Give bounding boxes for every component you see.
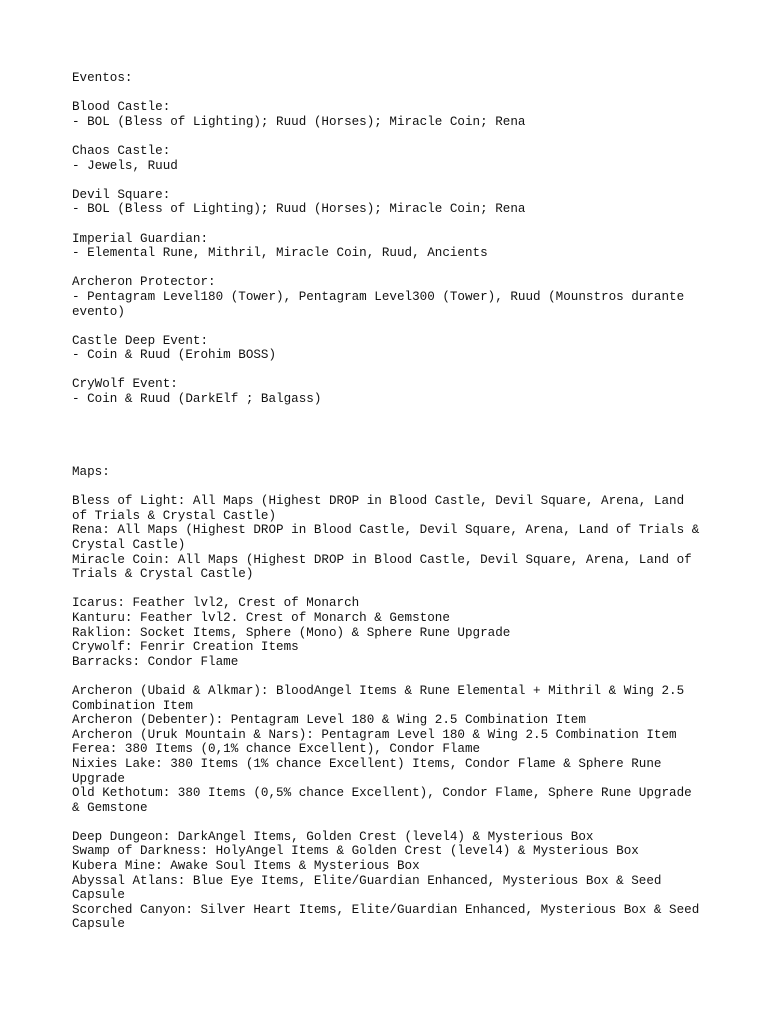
map-entry: Deep Dungeon: DarkAngel Items, Golden Crest (level4) & Mysterious Box bbox=[72, 829, 594, 844]
event-devil-square bbox=[72, 188, 704, 217]
event-imperial-guardian bbox=[72, 232, 704, 261]
map-entry: Archeron (Debenter): Pentagram Level 180 & Wing 2.5 Combination Item bbox=[72, 713, 586, 728]
event-name: Castle Deep Event: bbox=[72, 333, 209, 348]
document-body bbox=[72, 71, 707, 932]
map-entry: Icarus: Feather lvl2, Crest of Monarch bbox=[72, 596, 360, 611]
event-chaos-castle bbox=[72, 144, 704, 173]
map-entry: Kanturu: Feather lvl2. Crest of Monarch & Gemstone bbox=[72, 610, 450, 625]
map-entry: Nixies Lake: 380 Items (1% chance Excellent) Items, Condor Flame & Sphere Rune Upgrade bbox=[72, 756, 670, 786]
event-name: Imperial Guardian: bbox=[72, 231, 209, 246]
map-entry: Archeron (Uruk Mountain & Nars): Pentagram Level 180 & Wing 2.5 Combination Item bbox=[72, 727, 677, 742]
event-detail: - Coin & Ruud (Erohim BOSS) bbox=[72, 348, 277, 363]
event-crywolf bbox=[72, 377, 704, 406]
event-name: Devil Square: bbox=[72, 187, 171, 202]
event-name: Blood Castle: bbox=[72, 100, 171, 115]
map-group-currencies bbox=[72, 494, 707, 582]
map-entry: Raklion: Socket Items, Sphere (Mono) & Sphere Rune Upgrade bbox=[72, 625, 511, 640]
map-entry: Miracle Coin: All Maps (Highest DROP in Blood Castle, Devil Square, Arena, Land of Trials & Crystal Castle) bbox=[72, 552, 700, 582]
map-entry: Crywolf: Fenrir Creation Items bbox=[72, 640, 299, 655]
eventos-heading: Eventos: bbox=[72, 71, 133, 85]
event-name: Archeron Protector: bbox=[72, 275, 216, 290]
event-name: CryWolf Event: bbox=[72, 377, 178, 392]
map-group-new bbox=[72, 829, 707, 932]
maps-heading: Maps: bbox=[72, 465, 110, 480]
map-group-classic bbox=[72, 596, 704, 669]
event-detail: - BOL (Bless of Lighting); Ruud (Horses); Miracle Coin; Rena bbox=[72, 202, 526, 217]
map-entry: Abyssal Atlans: Blue Eye Items, Elite/Guardian Enhanced, Mysterious Box & Seed Capsule bbox=[72, 873, 670, 903]
map-entry: Ferea: 380 Items (0,1% chance Excellent), Condor Flame bbox=[72, 742, 481, 757]
event-detail: - Elemental Rune, Mithril, Miracle Coin, Ruud, Ancients bbox=[72, 246, 488, 261]
map-entry: Kubera Mine: Awake Soul Items & Mysterious Box bbox=[72, 859, 420, 874]
map-entry: Swamp of Darkness: HolyAngel Items & Golden Crest (level4) & Mysterious Box bbox=[72, 844, 639, 859]
event-blood-castle bbox=[72, 100, 704, 129]
map-entry: Bless of Light: All Maps (Highest DROP in Blood Castle, Devil Square, Arena, Land of Trials & Crystal Castle) bbox=[72, 494, 692, 523]
map-group-archeron bbox=[72, 684, 704, 815]
map-entry: Old Kethotum: 380 Items (0,5% chance Excellent), Condor Flame, Sphere Rune Upgrade & Gemstone bbox=[72, 786, 700, 815]
event-detail: - Jewels, Ruud bbox=[72, 158, 178, 173]
map-entry: Barracks: Condor Flame bbox=[72, 654, 239, 669]
event-name: Chaos Castle: bbox=[72, 143, 171, 158]
event-archeron-protector bbox=[72, 275, 704, 319]
map-entry: Scorched Canyon: Silver Heart Items, Elite/Guardian Enhanced, Mysterious Box & Seed Capsule bbox=[72, 902, 707, 932]
map-entry: Rena: All Maps (Highest DROP in Blood Castle, Devil Square, Arena, Land of Trials & Crystal Castle) bbox=[72, 523, 707, 553]
event-detail: - BOL (Bless of Lighting); Ruud (Horses); Miracle Coin; Rena bbox=[72, 114, 526, 129]
event-castle-deep bbox=[72, 334, 704, 363]
map-entry: Archeron (Ubaid & Alkmar): BloodAngel Items & Rune Elemental + Mithril & Wing 2.5 Combination Item bbox=[72, 683, 692, 713]
event-detail: - Coin & Ruud (DarkElf ; Balgass) bbox=[72, 392, 322, 407]
event-detail: - Pentagram Level180 (Tower), Pentagram Level300 (Tower), Ruud (Mounstros durante evento) bbox=[72, 289, 692, 319]
